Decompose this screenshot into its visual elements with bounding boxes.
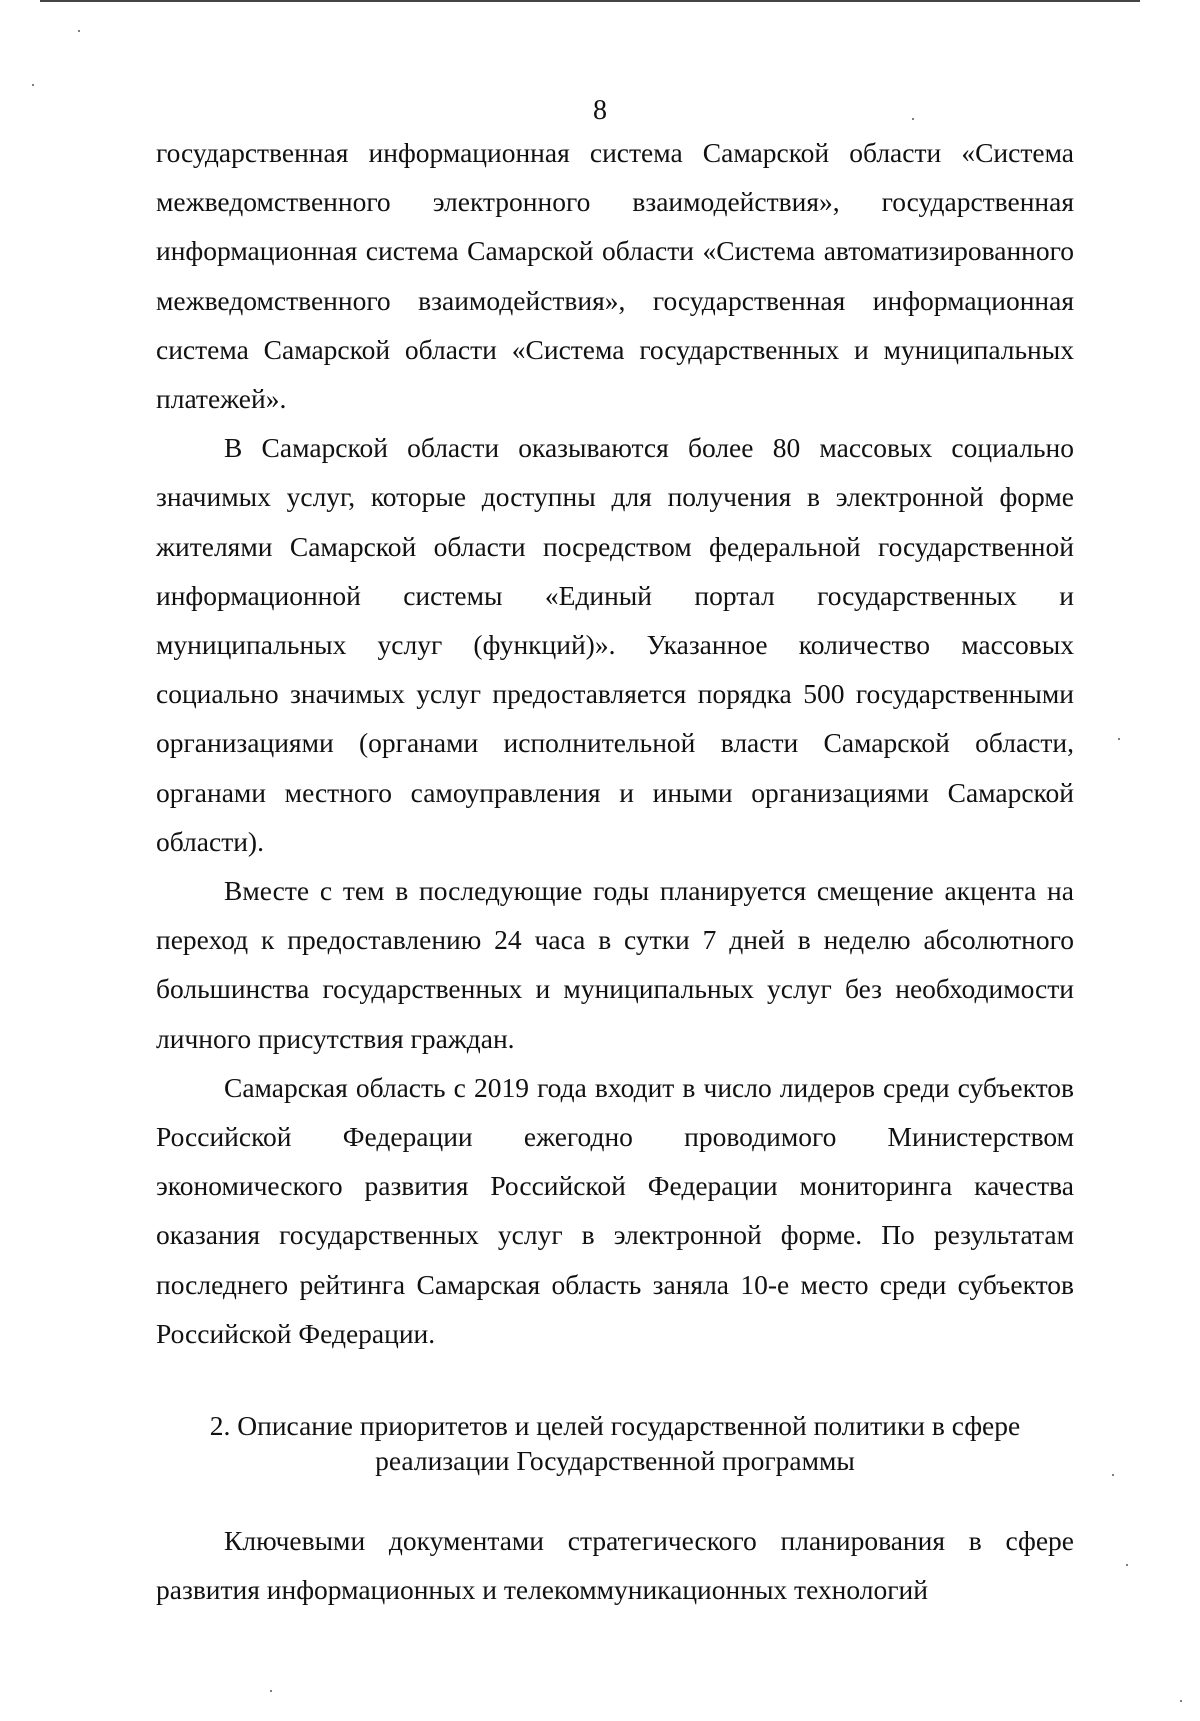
page-number: 8 [593,95,607,126]
paragraph-systems-list: государственная информационная система Самарской области «Система межведомственного электронного взаимодействия», государственная информационная система Самарской области «Система автоматизированного межведомственного взаимодействия», государственная информационная система Самарской области «Система государственных и муниципальных платежей». [156,137,1074,415]
paragraph-rating: Самарская область с 2019 года входит в число лидеров среди субъектов Российской Федерации ежегодно проводимого Министерством экономического развития Российской Федерации мониторинга качества оказания государственных услуг в электронной форме. По результатам последнего рейтинга Самарская область заняла 10-е место среди субъектов Российской Федерации. [156,1071,1074,1349]
scan-speck [1112,1474,1114,1476]
scan-speck [912,118,914,120]
scan-speck [270,1690,272,1692]
scan-speck [32,84,34,86]
section-heading: 2. Описание приоритетов и целей государственной политики в сфере реализации Государственной программы [209,1410,1021,1477]
scan-border-line [40,0,1140,2]
paragraph-future-plans: Вместе с тем в последующие годы планируется смещение акцента на переход к предоставлению 24 часа в сутки 7 дней в неделю абсолютного большинства государственных и муниципальных услуг без необходимости личного присутствия граждан. [156,875,1074,1054]
paragraph-services-count: В Самарской области оказываются более 80 массовых социально значимых услуг, которые доступны для получения в электронной форме жителями Самарской области посредством федеральной государственной информационной системы «Единый портал государственных и муниципальных услуг (функций)». Указанное количество массовых социально значимых услуг предоставляется порядка 500 государственными организациями (органами исполнительной власти Самарской области, органами местного самоуправления и иными организациями Самарской области). [156,432,1074,857]
scan-speck [1118,738,1120,740]
document-body [156,128,1074,1614]
scan-speck [78,30,80,32]
scan-speck [1126,1564,1128,1566]
scan-speck [1180,1700,1182,1702]
paragraph-key-documents: Ключевыми документами стратегического планирования в сфере развития информационных и телекоммуникационных технологий [156,1525,1074,1606]
